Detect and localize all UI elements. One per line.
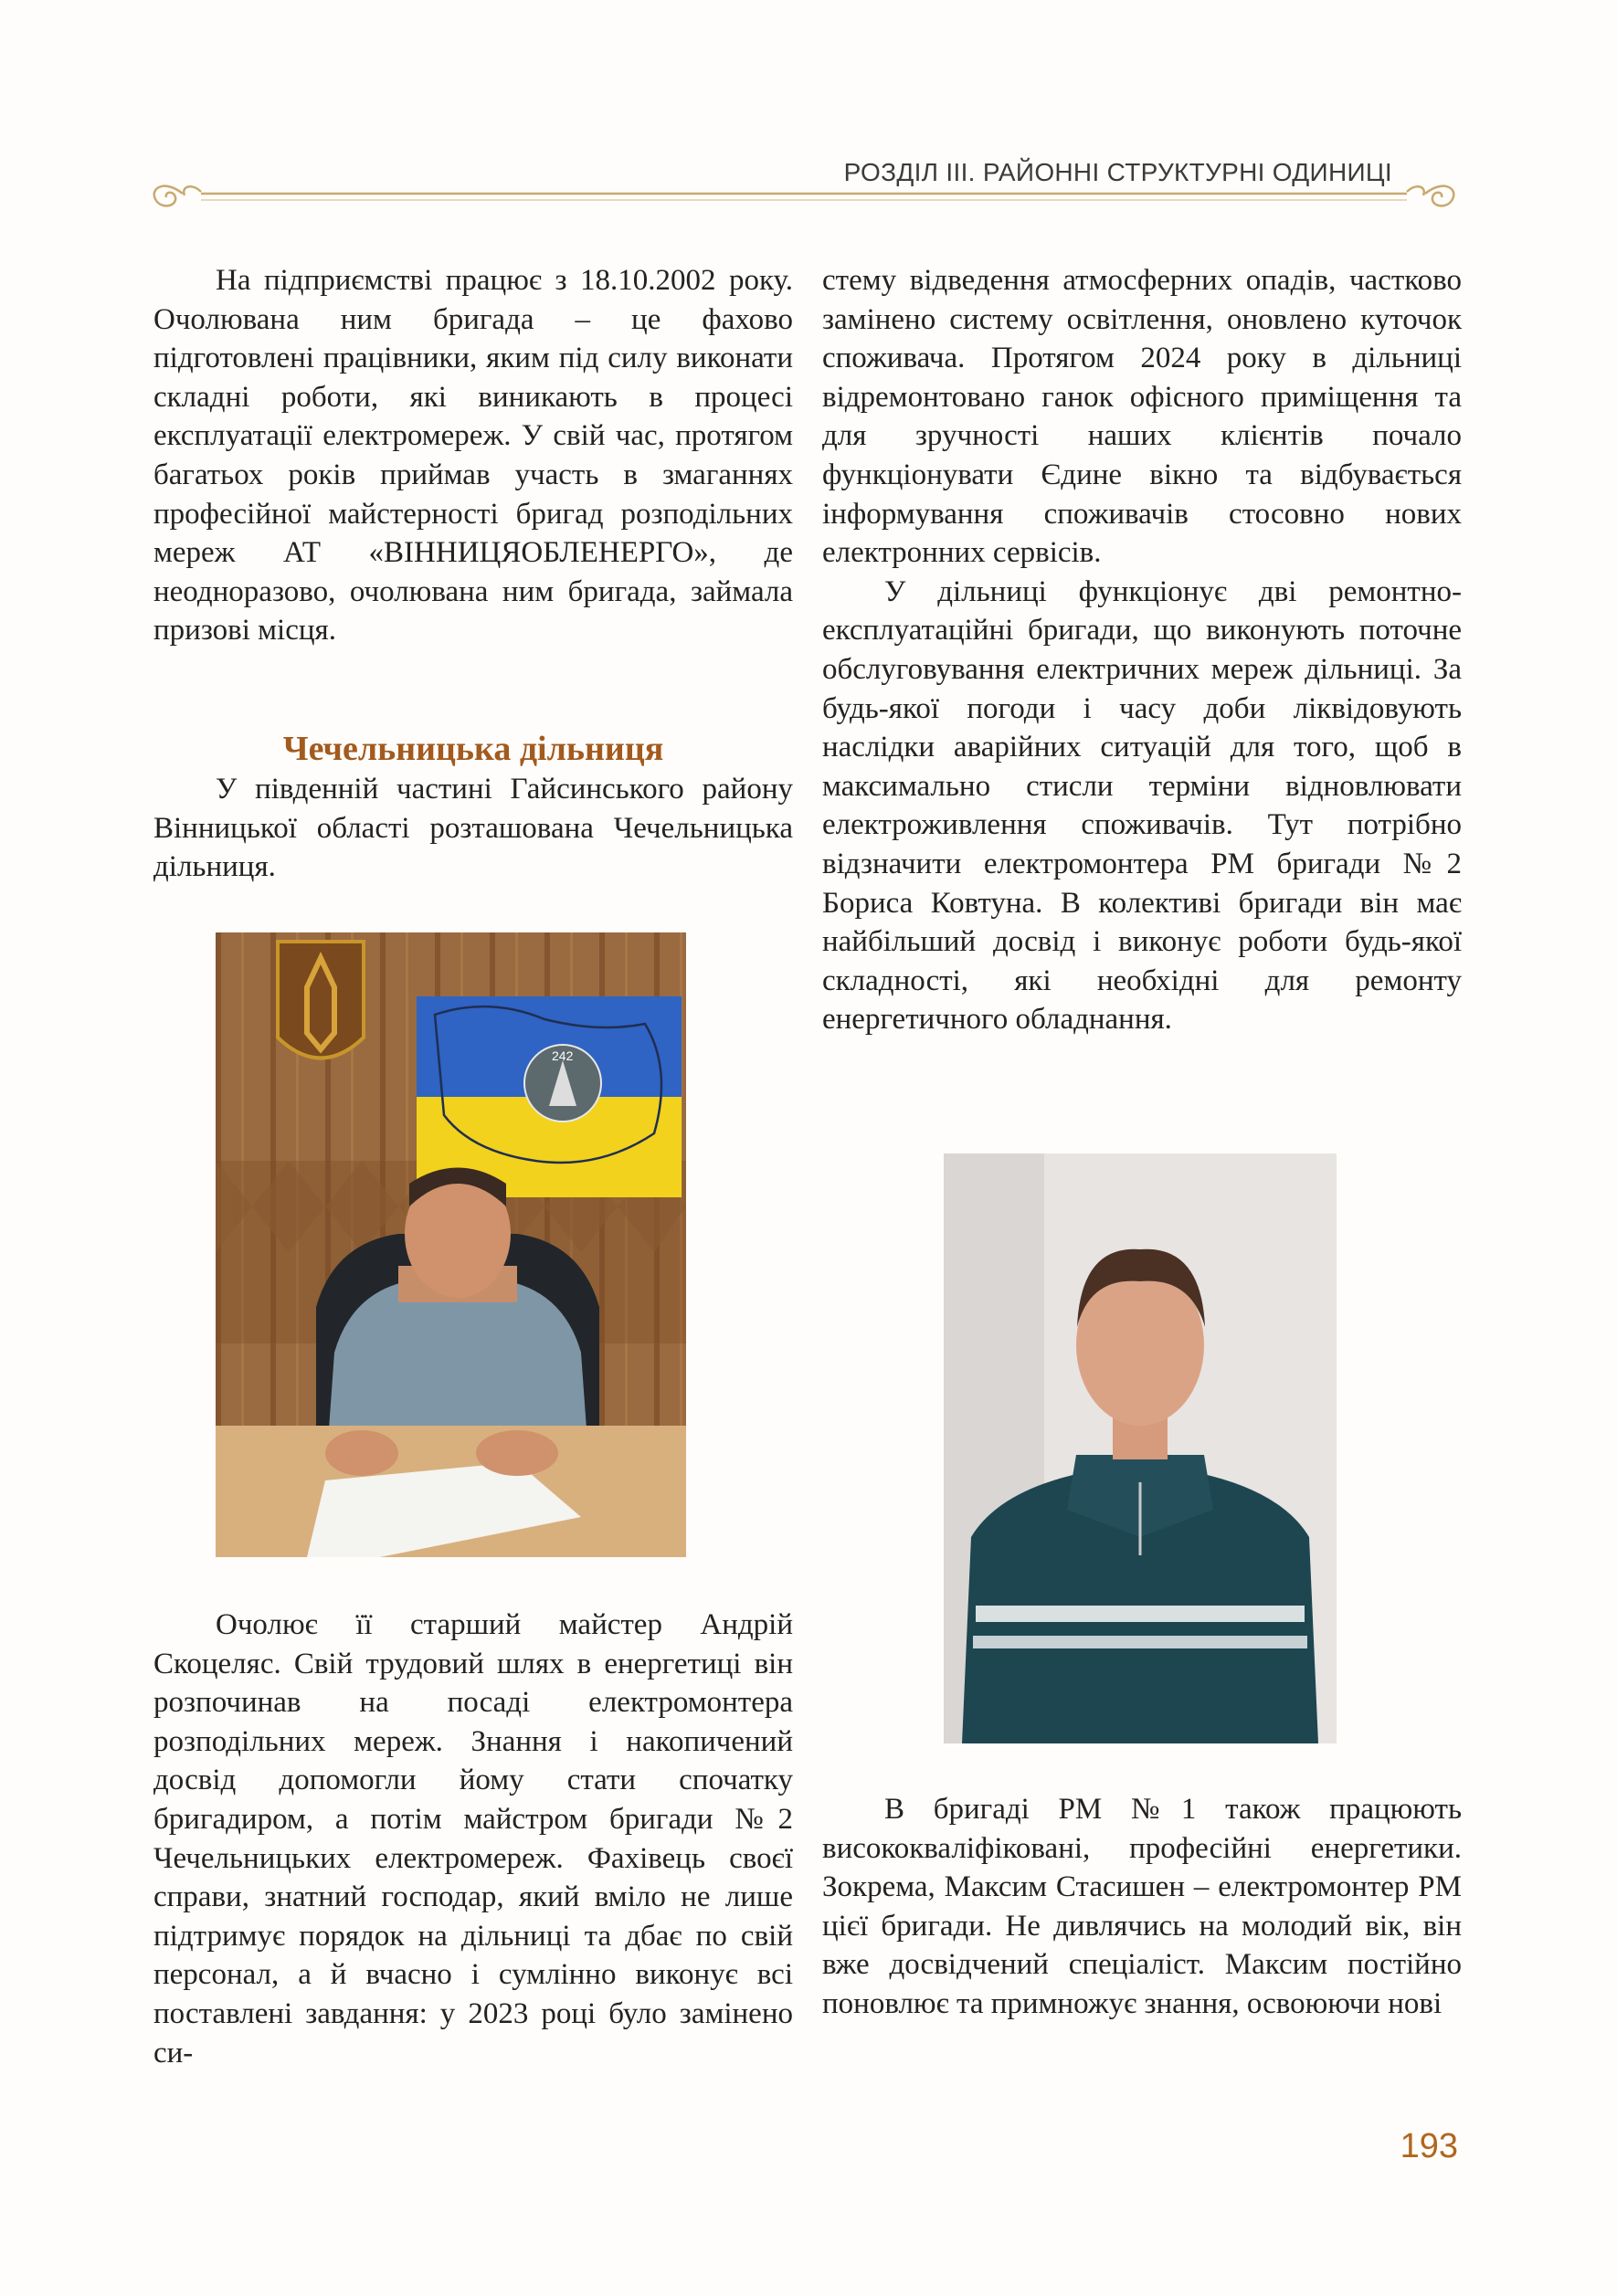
emblem-number: 242 — [552, 1048, 574, 1063]
paragraph: В бригаді РМ №1 також працюють висококваліфіковані, професійні енергетики. Зокрема, Максим Стасишен – електромонтер РМ цієї бригади. Не дивлячись на молодий вік, він вже досвідчений спеціаліст. Максим постійно поновлює та примножує знання, освоюючи нові — [822, 1793, 1462, 2020]
photo-young-electrician — [944, 1153, 1337, 1743]
paragraph: У південній частині Гайсинського району Вінницької області розташована Чечельницька дільниця. — [153, 773, 793, 884]
paragraph: стему відведення атмосферних опадів, частково замінено систему освітлення, оновлено куточок споживача. Протягом 2024 року в дільниці відремонтовано ганок офісного приміщення та для зручності наших клієнтів почало функціонувати Єдине вікно та відбувається інформування споживачів стосовно нових електронних сервісів. — [822, 264, 1462, 570]
paragraph: Очолює її старший майстер Андрій Скоцеляс. Свій трудовий шлях в енергетиці він розпочинав на посаді електромонтера розподільних мереж. Знання і накопичений досвід допомогли йому стати спочатку бригадиром, а потім майстром бригади №2 Чечельницьких електромереж. Фахівець своєї справи, знатний господар, який вміло не лише підтримує порядок на дільниці та дбає по свій персонал, а й вчасно і сумлінно виконує всі поставлені завдання: у 2023 році було замінено си- — [153, 1608, 793, 2070]
photo-office-master — [216, 932, 686, 1557]
right-column-bottom — [822, 1790, 1462, 2024]
section-heading: Чечельницька дільниця — [282, 730, 664, 768]
paragraph: У дільниці функціонує дві ремонтно-експлуатаційні бригади, що виконують поточне обслуговування електричних мереж дільниці. За будь-якої погоди і часу доби ліквідовують наслідки аварійних ситуацій для того, щоб в максимально стисли терміни відновлювати електроживлення споживачів. Тут потрібно відзначити електромонтера РМ бригади №2 Бориса Ковтуна. В колективі бригади він має найбільший досвід і виконує роботи будь-якої складності, які необхідні для ремонту енергетичного обладнання. — [822, 574, 1462, 1037]
page-number: 193 — [1400, 2127, 1458, 2165]
paragraph: На підприємстві працює з 18.10.2002 року. Очолювана ним бригада – це фахово підготовлені працівники, яким під силу виконати складні роботи, які виникають в процесі експлуатації електромереж. У свій час, протягом багатьох років приймав участь в змаганнях професійної майстерності бригад розподільних мереж АТ «ВІННИЦЯОБЛЕНЕРГО», де неодноразово, очолювана ним бригада, займала призові місця. — [153, 264, 793, 648]
left-column — [153, 261, 793, 650]
ornament-rule — [146, 175, 1462, 217]
section-title: РОЗДІЛ ІІІ. РАЙОННІ СТРУКТУРНІ ОДИНИЦІ — [843, 158, 1392, 186]
left-column-bottom — [153, 1606, 793, 2072]
right-column — [822, 261, 1462, 1039]
left-column-intro — [153, 770, 793, 887]
